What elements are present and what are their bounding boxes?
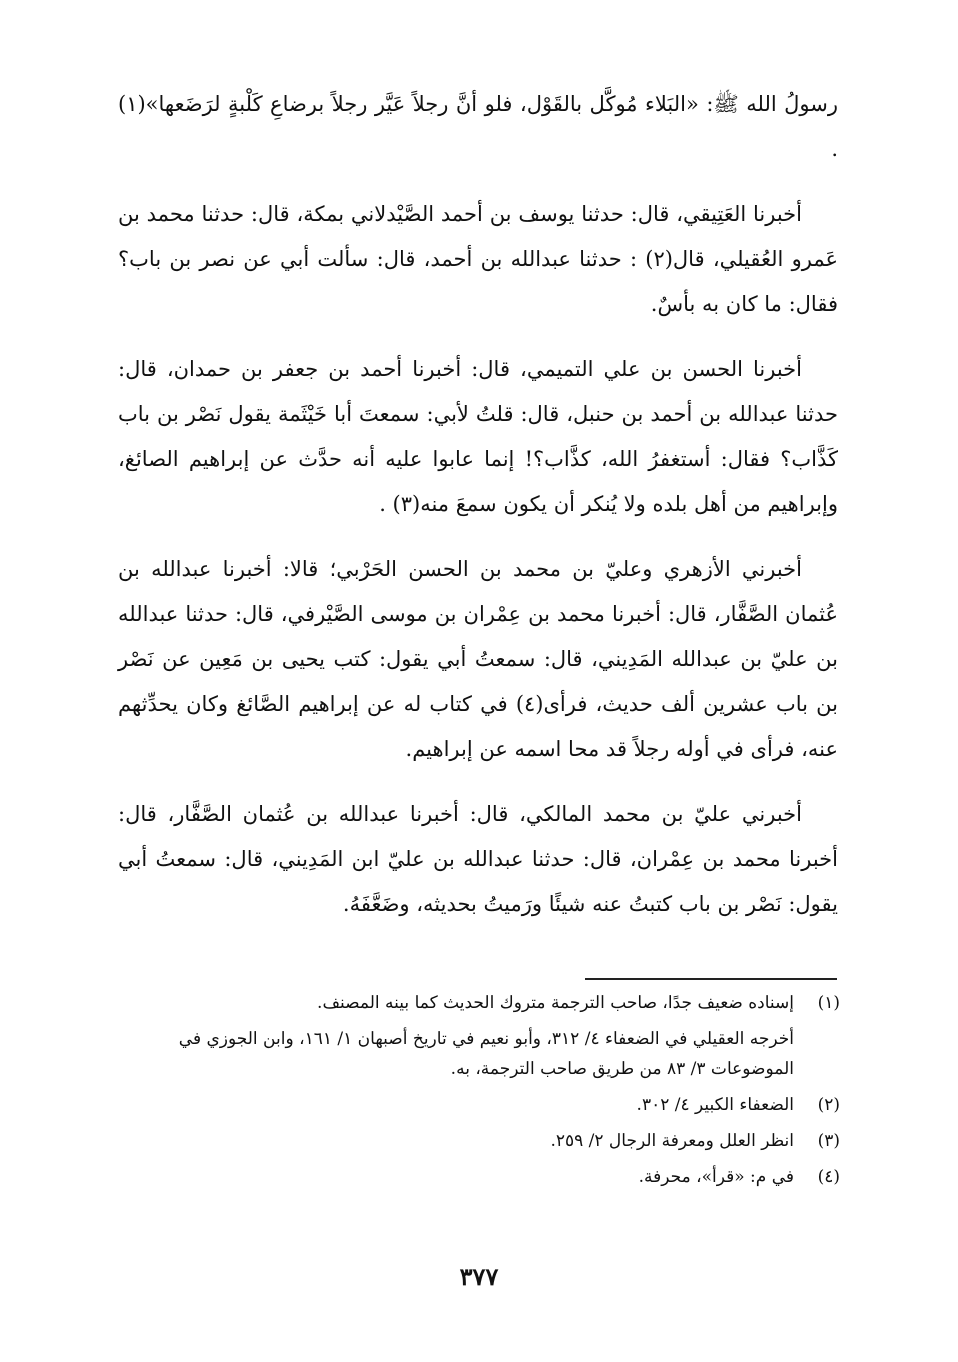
footnote-text: إسناده ضعيف جدًا، صاحب الترجمة متروك الحديث كما بينه المصنف. xyxy=(317,993,794,1013)
footnote-text: في م: «قرأ»، محرفة. xyxy=(638,1167,794,1187)
footnote-2 xyxy=(140,1090,840,1120)
paragraph-hadith: رسولُ الله ﷺ: «البَلاء مُوكَّل بالقَوْل، فلو أنَّ رجلاً عَيَّر رجلاً برضاعِ كَلْبةٍ لرَضَعها»(١) . xyxy=(118,92,838,161)
footnotes xyxy=(140,988,840,1198)
footnote-number: (١) xyxy=(817,993,840,1013)
paragraph-azhari: أخبرني الأزهري وعليّ بن محمد بن الحسن الحَرْبي؛ قالا: أخبرنا عبدالله بن عُثمان الصَّفَّار، قال: أخبرنا محمد بن عِمْران بن موسى الصَّيْرفي، قال: حدثنا عبدالله بن عليّ بن عبدالله المَدِيني، قال: سمعتُ أبي يقول: كتب يحيى بن مَعِين عن نَصْر بن باب عشرين ألف حديث، فرأى(٤) في كتاب له عن إبراهيم الصَّائغ وكان يحدِّثهم عنه، فرأى في أوله رجلاً قد محا اسمه عن إبراهيم. xyxy=(118,557,838,761)
footnote-number: (٤) xyxy=(817,1167,840,1187)
footnote-divider xyxy=(585,978,837,980)
footnote-4 xyxy=(140,1162,840,1192)
paragraph-tamimi: أخبرنا الحسن بن علي التميمي، قال: أخبرنا أحمد بن جعفر بن حمدان، قال: حدثنا عبدالله بن أحمد بن حنبل، قال: قلتُ لأبي: سمعتَ أبا خَيْثَمة يقول نَصْر بن باب كَذَّاب؟ فقال: أستغفرُ الله، كذَّاب؟! إنما عابوا عليه أنه حدَّث عن إبراهيم الصائغ، وإبراهيم من أهل بلده ولا يُنكر أن يكون سمعَ منه(٣) . xyxy=(118,357,838,516)
footnote-text: انظر العلل ومعرفة الرجال ٢/ ٢٥٩. xyxy=(550,1131,794,1151)
footnote-text: الضعفاء الكبير ٤/ ٣٠٢. xyxy=(636,1095,794,1115)
footnote-1-continuation: أخرجه العقيلي في الضعفاء ٤/ ٣١٢، وأبو نعيم في تاريخ أصبهان ١/ ١٦١، وابن الجوزي في الموضوعات ٣/ ٨٣ من طريق صاحب الترجمة، به. xyxy=(178,1029,794,1079)
footnote-3 xyxy=(140,1126,840,1156)
main-text xyxy=(118,82,838,947)
footnote-1 xyxy=(140,988,840,1018)
paragraph-ateeqi: أخبرنا العَتِيقي، قال: حدثنا يوسف بن أحمد الصَّيْدلاني بمكة، قال: حدثنا محمد بن عَمرو العُقيلي، قال(٢) : حدثنا عبدالله بن أحمد، قال: سألت أبي عن نصر بن باب؟ فقال: ما كان به بأسٌ. xyxy=(118,202,838,316)
page-number: ٣٧٧ xyxy=(459,1262,499,1291)
footnote-number: (٢) xyxy=(817,1095,840,1115)
footnote-number: (٣) xyxy=(817,1131,840,1151)
paragraph-maliki: أخبرني عليّ بن محمد المالكي، قال: أخبرنا عبدالله بن عُثمان الصَّفَّار، قال: أخبرنا محمد بن عِمْران، قال: حدثنا عبدالله بن عليّ ابن المَدِيني، قال: سمعتُ أبي يقول: نَصْر بن باب كتبتُ عنه شيئًا ورَميتُ بحديثه، وضَعَّفَهُ. xyxy=(118,802,838,916)
